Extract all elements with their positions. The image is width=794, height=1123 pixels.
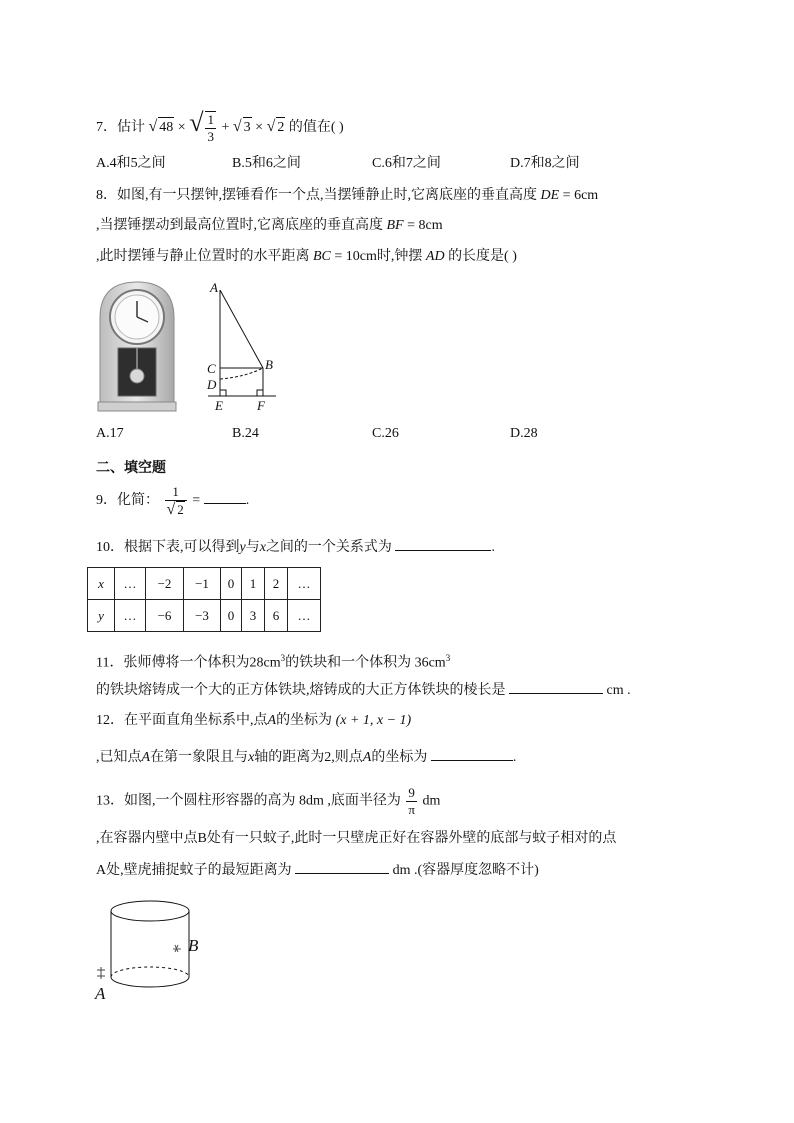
table-cell: −1 [184, 568, 221, 600]
table-cell: 0 [221, 568, 242, 600]
q9-fraction [165, 484, 187, 518]
q7-option-b[interactable]: B.5和6之间 [232, 156, 301, 171]
answer-blank[interactable] [431, 746, 513, 761]
table-cell: x [88, 568, 115, 600]
period: . [491, 540, 495, 555]
table-cell: 3 [242, 600, 265, 632]
q7-option-a[interactable]: A.4和5之间 [96, 156, 166, 171]
unit: dm [422, 793, 441, 809]
q11-volume-2: 36cm [414, 655, 446, 671]
table-cell: 1 [242, 568, 265, 600]
times-sign: × [255, 120, 264, 136]
frac-denominator: π [408, 802, 415, 817]
q7-radicand-c: 2 [276, 117, 285, 138]
q8-text: 的长度是( ) [448, 249, 517, 264]
q8-option-d[interactable]: D.28 [510, 426, 538, 441]
question-9 [96, 484, 249, 518]
q8-var-de: DE [540, 188, 560, 203]
xy-value-table [87, 567, 321, 632]
label-f: F [257, 398, 265, 413]
q13-text: ,底面半径为 [327, 793, 401, 809]
label-e: E [215, 398, 223, 413]
answer-blank[interactable] [204, 489, 246, 504]
q8-line-2 [96, 216, 443, 236]
q13-radius-fraction [406, 785, 417, 818]
table-cell: … [115, 600, 146, 632]
frac-numerator: 1 [207, 112, 214, 127]
q8-var-bc: BC [313, 249, 331, 264]
q7-fraction [205, 111, 216, 145]
pendulum-clock-image [96, 280, 178, 413]
q7-radicand-a: 48 [158, 117, 174, 138]
q12-text: ,已知点 [96, 750, 142, 765]
label-d: D [207, 377, 217, 392]
superscript: 3 [445, 653, 451, 663]
table-cell: 6 [265, 600, 288, 632]
q11-line-2 [96, 679, 631, 701]
label-b: B [188, 936, 199, 955]
times-sign: × [177, 120, 186, 136]
q10-text: 之间的一个关系式为 [265, 540, 392, 555]
q12-line-2 [96, 746, 516, 768]
point-a: A [267, 713, 277, 728]
q12-text: 12．在平面直角坐标系中,点 [96, 713, 268, 728]
q12-line-1 [96, 711, 411, 731]
q8-text: ,当摆锤摆动到最高位置时,它离底座的垂直高度 [96, 218, 383, 233]
q11-text: 11．张师傅将一个体积为 [96, 655, 250, 671]
q8-text: 时,钟摆 [376, 249, 423, 264]
question-7 [96, 108, 344, 145]
q12-text: 轴的距离为2,则点 [254, 750, 363, 765]
gecko-icon [97, 967, 105, 979]
unit: cm . [606, 683, 631, 698]
period: . [245, 493, 250, 509]
q8-option-c[interactable]: C.26 [372, 426, 399, 441]
label-a: A [210, 280, 218, 295]
q7-option-d[interactable]: D.7和8之间 [510, 156, 580, 171]
q12-coordinate: (x + 1, x − 1) [335, 713, 412, 728]
answer-blank[interactable] [395, 536, 491, 551]
mosquito-icon [173, 945, 181, 952]
q8-var-bf: BF [386, 218, 404, 233]
table-cell: … [115, 568, 146, 600]
sqrt-symbol: √ [166, 501, 176, 518]
q8-text: 8．如图,有一只摆钟,摆锤看作一个点,当摆锤静止时,它离底座的垂直高度 [96, 188, 537, 203]
label-b: B [265, 357, 273, 372]
q12-text: 的坐标为 [276, 713, 333, 728]
q8-value-de: = 6cm [562, 188, 599, 203]
q11-text: 的铁块熔铸成一个大的正方体铁块,熔铸成的大正方体铁块的棱长是 [96, 683, 506, 698]
q8-line-3 [96, 247, 517, 267]
table-cell: y [88, 600, 115, 632]
table-cell: 2 [265, 568, 288, 600]
q11-text: 的铁块和一个体积为 [285, 655, 412, 671]
table-cell: −3 [184, 600, 221, 632]
q7-suffix: 的值在( ) [288, 120, 344, 136]
table-cell: −2 [146, 568, 184, 600]
q13-line-3 [96, 859, 539, 881]
q8-var-ad: AD [425, 249, 445, 264]
q13-text: dm .(容器厚度忽略不计) [392, 863, 539, 878]
q11-volume-1: 28cm [249, 655, 281, 671]
frac-denominator [165, 501, 187, 518]
axis-x: x [248, 750, 255, 765]
q9-prefix: 9．化简： [96, 493, 159, 509]
q12-text: 的坐标为 [371, 750, 428, 765]
frac-denominator: 3 [207, 129, 214, 144]
answer-blank[interactable] [295, 859, 389, 874]
q8-text: ,此时摆锤与静止位置时的水平距离 [96, 249, 310, 264]
q13-text: A处,壁虎捕捉蚊子的最短距离为 [96, 863, 292, 878]
plus-sign: + [221, 120, 230, 136]
sqrt-symbol: √ [148, 118, 158, 136]
q7-prefix: 估计 [117, 120, 145, 136]
q13-text: 13．如图,一个圆柱形容器的高为 [96, 793, 296, 809]
q13-line-1 [96, 785, 440, 818]
pendulum-geometry-figure [200, 278, 280, 414]
q10-text: 10．根据下表,可以得到 [96, 540, 240, 555]
q10-text: 与 [245, 540, 260, 555]
q11-line-1 [96, 648, 450, 674]
sqrt-symbol: √ [266, 118, 276, 136]
q13-height: 8dm [299, 793, 324, 809]
q7-radicand-b: 3 [243, 117, 252, 138]
point-a: A [362, 750, 372, 765]
table-cell: −6 [146, 600, 184, 632]
q7-number: 7． [96, 120, 117, 136]
point-a: A [141, 750, 151, 765]
label-c: C [207, 361, 216, 376]
answer-blank[interactable] [509, 679, 603, 694]
q8-value-bf: = 8cm [407, 218, 443, 233]
sqrt-symbol: √ [189, 108, 204, 138]
table-cell: 0 [221, 600, 242, 632]
table-row [88, 600, 321, 632]
q8-option-b[interactable]: B.24 [232, 426, 259, 441]
q10-var-x: x [259, 540, 266, 555]
q10-var-y: y [239, 540, 246, 555]
q12-text: 在第一象限且与 [150, 750, 249, 765]
section-title: 二、填空题 [96, 460, 166, 476]
period: . [512, 750, 517, 765]
question-10 [96, 536, 495, 558]
q7-option-c[interactable]: C.6和7之间 [372, 156, 441, 171]
frac-numerator: 9 [406, 785, 417, 802]
q8-line-1 [96, 186, 598, 206]
q9-radicand: 2 [177, 502, 184, 517]
frac-numerator: 1 [165, 484, 187, 501]
superscript: 3 [280, 653, 286, 663]
table-cell: … [288, 568, 321, 600]
table-row [88, 568, 321, 600]
q8-option-a[interactable]: A.17 [96, 426, 124, 441]
q13-line-2: ,在容器内壁中点B处有一只蚊子,此时一只壁虎正好在容器外壁的底部与蚊子相对的点 [96, 831, 617, 846]
sqrt-symbol: √ [232, 118, 242, 136]
cylinder-figure [92, 893, 212, 1005]
q8-value-bc: = 10cm [334, 249, 377, 264]
table-cell: … [288, 600, 321, 632]
label-a: A [95, 984, 106, 1003]
equals-sign: = [192, 493, 201, 509]
